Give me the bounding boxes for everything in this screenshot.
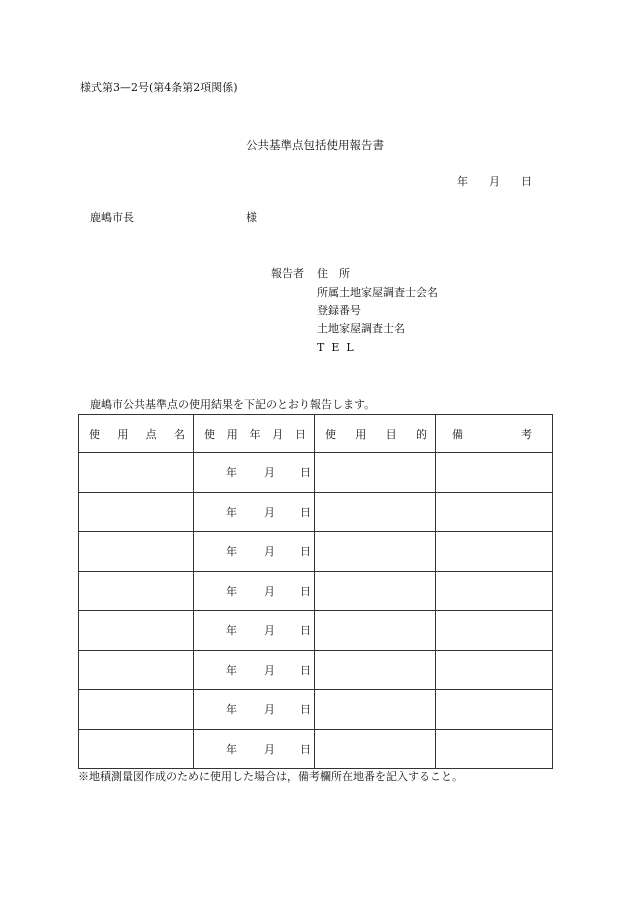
tel-label: TEL xyxy=(317,341,361,354)
header-char: 考 xyxy=(521,427,532,441)
row-day-label: 日 xyxy=(300,742,311,756)
surveyor-name-label: 土地家屋調査士名 xyxy=(317,322,405,335)
recipient-name: 鹿嶋市長 xyxy=(90,211,134,224)
header-char: 用 xyxy=(355,427,367,441)
header-char: 用 xyxy=(117,427,129,441)
point-name-cell[interactable] xyxy=(79,492,194,532)
header-char: 的 xyxy=(415,427,427,441)
report-date xyxy=(457,175,532,189)
row-year-label: 年 xyxy=(226,624,237,638)
remarks-cell[interactable] xyxy=(436,690,553,730)
header-char: 月 xyxy=(272,427,284,441)
remarks-cell[interactable] xyxy=(436,729,553,769)
table-row xyxy=(79,453,553,493)
header-char: 日 xyxy=(295,427,306,441)
row-day-label: 日 xyxy=(300,505,311,519)
table-row xyxy=(79,650,553,690)
header-char: 点 xyxy=(145,427,157,441)
point-name-cell[interactable] xyxy=(79,532,194,572)
header-purpose xyxy=(315,415,436,453)
purpose-cell[interactable] xyxy=(315,690,436,730)
purpose-cell[interactable] xyxy=(315,532,436,572)
header-char: 使 xyxy=(89,427,100,441)
date-day-label: 日 xyxy=(521,175,532,188)
row-year-label: 年 xyxy=(226,742,237,756)
remarks-cell[interactable] xyxy=(436,532,553,572)
header-char: 名 xyxy=(173,427,185,441)
row-month-label: 月 xyxy=(264,663,275,677)
remarks-cell[interactable] xyxy=(436,571,553,611)
row-year-label: 年 xyxy=(226,505,237,519)
form-number: 様式第3—2号(第4条第2項関係) xyxy=(80,81,238,94)
document-title: 公共基準点包括使用報告書 xyxy=(246,138,384,152)
usage-date-cell[interactable] xyxy=(194,532,315,572)
remarks-cell[interactable] xyxy=(436,650,553,690)
usage-date-cell[interactable] xyxy=(194,650,315,690)
row-year-label: 年 xyxy=(226,584,237,598)
remarks-cell[interactable] xyxy=(436,453,553,493)
point-name-cell[interactable] xyxy=(79,650,194,690)
purpose-cell[interactable] xyxy=(315,729,436,769)
point-name-cell[interactable] xyxy=(79,729,194,769)
row-month-label: 月 xyxy=(264,505,275,519)
recipient xyxy=(90,211,257,225)
footnote: ※地積測量図作成のために使用した場合は，備考欄所在地番を記入すること。 xyxy=(78,770,463,783)
row-month-label: 月 xyxy=(264,545,275,559)
header-char: 目 xyxy=(385,427,397,441)
header-char: 使 xyxy=(325,427,336,441)
remarks-cell[interactable] xyxy=(436,492,553,532)
row-month-label: 月 xyxy=(264,584,275,598)
header-point-name xyxy=(79,415,194,453)
usage-date-cell[interactable] xyxy=(194,611,315,651)
row-year-label: 年 xyxy=(226,703,237,717)
header-char: 備 xyxy=(452,427,463,441)
row-day-label: 日 xyxy=(300,663,311,677)
usage-date-cell[interactable] xyxy=(194,492,315,532)
point-name-cell[interactable] xyxy=(79,690,194,730)
table-row xyxy=(79,729,553,769)
header-remarks xyxy=(436,415,553,453)
table-row xyxy=(79,492,553,532)
point-name-cell[interactable] xyxy=(79,453,194,493)
table-row xyxy=(79,690,553,730)
header-usage-date xyxy=(194,415,315,453)
row-day-label: 日 xyxy=(300,624,311,638)
table-header-row xyxy=(79,415,553,453)
purpose-cell[interactable] xyxy=(315,492,436,532)
usage-date-cell[interactable] xyxy=(194,729,315,769)
registration-number-label: 登録番号 xyxy=(317,304,361,317)
row-month-label: 月 xyxy=(264,466,275,480)
purpose-cell[interactable] xyxy=(315,571,436,611)
header-char: 用 xyxy=(226,427,238,441)
row-day-label: 日 xyxy=(300,466,311,480)
usage-date-cell[interactable] xyxy=(194,453,315,493)
point-name-cell[interactable] xyxy=(79,611,194,651)
intro-text: 鹿嶋市公共基準点の使用結果を下記のとおり報告します。 xyxy=(90,398,376,411)
usage-date-cell[interactable] xyxy=(194,571,315,611)
table-row xyxy=(79,571,553,611)
row-month-label: 月 xyxy=(264,703,275,717)
purpose-cell[interactable] xyxy=(315,611,436,651)
recipient-honorific: 様 xyxy=(246,211,257,224)
date-year-label: 年 xyxy=(457,175,468,188)
table-row xyxy=(79,532,553,572)
row-day-label: 日 xyxy=(300,584,311,598)
purpose-cell[interactable] xyxy=(315,453,436,493)
row-month-label: 月 xyxy=(264,742,275,756)
purpose-cell[interactable] xyxy=(315,650,436,690)
row-year-label: 年 xyxy=(226,663,237,677)
address-label: 住 所 xyxy=(317,267,350,280)
usage-date-cell[interactable] xyxy=(194,690,315,730)
row-day-label: 日 xyxy=(300,545,311,559)
row-year-label: 年 xyxy=(226,545,237,559)
reporter-label: 報告者 xyxy=(271,267,304,280)
row-year-label: 年 xyxy=(226,466,237,480)
table-row xyxy=(79,611,553,651)
remarks-cell[interactable] xyxy=(436,611,553,651)
header-char: 年 xyxy=(249,427,261,441)
row-day-label: 日 xyxy=(300,703,311,717)
usage-table xyxy=(78,414,553,769)
date-month-label: 月 xyxy=(489,175,500,188)
header-char: 使 xyxy=(204,427,215,441)
point-name-cell[interactable] xyxy=(79,571,194,611)
association-label: 所属土地家屋調査士会名 xyxy=(317,286,438,299)
row-month-label: 月 xyxy=(264,624,275,638)
